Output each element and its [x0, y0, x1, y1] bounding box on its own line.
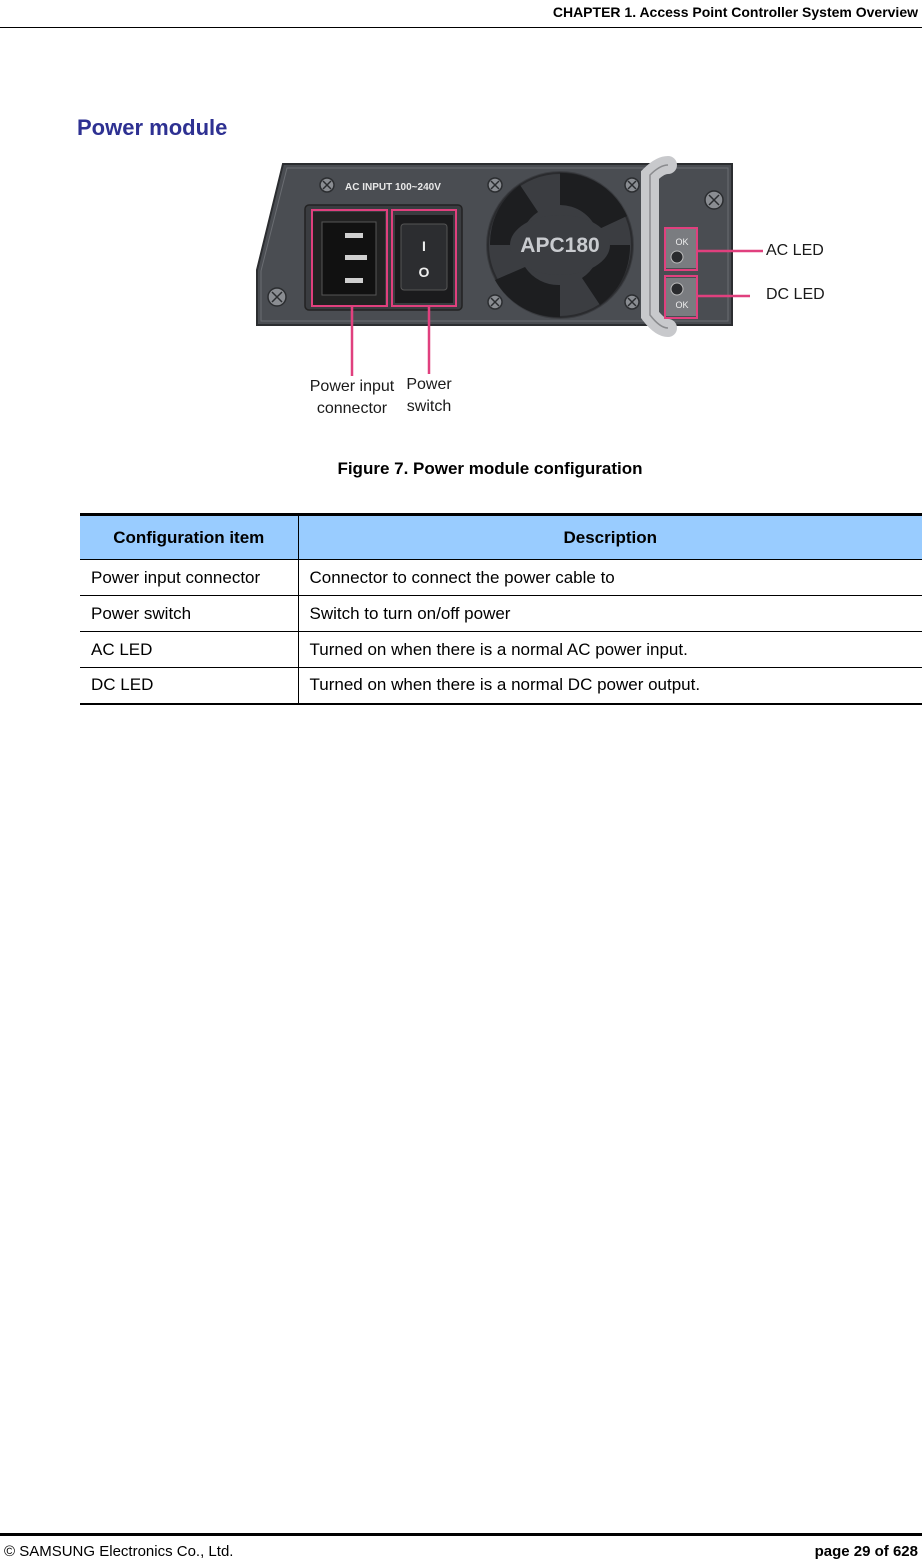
switch-on-glyph: I [422, 238, 426, 254]
configuration-table [80, 513, 922, 705]
power-module-figure [0, 150, 922, 440]
copyright-text: © SAMSUNG Electronics Co., Ltd. [4, 1543, 234, 1560]
dc-led-callout: DC LED [766, 286, 825, 303]
power-switch-callout-line2: switch [406, 398, 452, 415]
model-label: APC180 [520, 234, 600, 257]
power-switch-callout-line1: Power [406, 376, 452, 393]
ac-led-ok-text: OK [675, 237, 689, 247]
table-cell-item: DC LED [80, 668, 298, 704]
table-row [80, 632, 922, 668]
table-cell-description: Connector to connect the power cable to [298, 560, 922, 596]
switch-off-glyph: O [418, 264, 430, 280]
footer-divider [0, 1533, 922, 1536]
chapter-header: CHAPTER 1. Access Point Controller System Overview [552, 4, 918, 20]
table-cell-item: Power switch [80, 596, 298, 632]
power-input-callout [304, 376, 400, 420]
table-header-row [80, 515, 922, 560]
table-cell-description: Turned on when there is a normal AC power input. [298, 632, 922, 668]
section-title: Power module [77, 115, 228, 140]
column-header-item: Configuration item [80, 515, 298, 560]
column-header-description: Description [298, 515, 922, 560]
table-cell-item: AC LED [80, 632, 298, 668]
header-divider [0, 27, 922, 28]
ac-led-callout: AC LED [766, 242, 824, 259]
table-row [80, 668, 922, 704]
table-cell-description: Turned on when there is a normal DC power output. [298, 668, 922, 704]
table-cell-item: Power input connector [80, 560, 298, 596]
power-switch-callout [399, 374, 459, 418]
panel-label-text: AC INPUT 100~240V [345, 182, 441, 193]
figure-caption: Figure 7. Power module configuration [337, 459, 643, 478]
power-input-callout-line2: connector [316, 400, 388, 417]
power-input-callout-line1: Power input [309, 378, 395, 395]
page-number: page 29 of 628 [814, 1543, 918, 1560]
table-row [80, 560, 922, 596]
dc-led-ok-text: OK [675, 300, 689, 310]
table-row [80, 596, 922, 632]
table-cell-description: Switch to turn on/off power [298, 596, 922, 632]
